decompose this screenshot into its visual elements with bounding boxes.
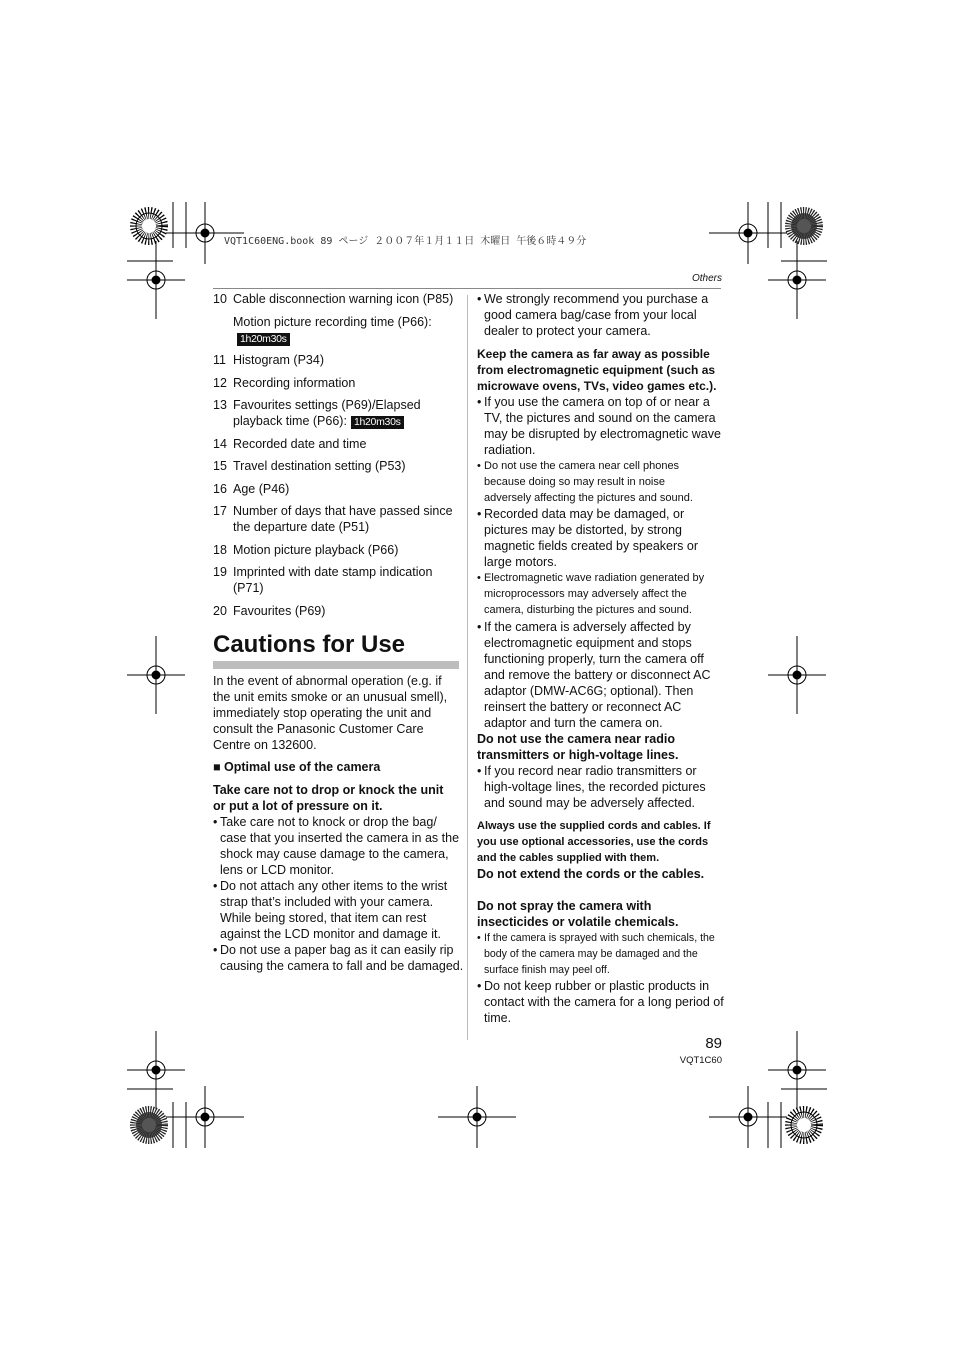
section-label: Others xyxy=(691,273,722,284)
chemicals-bullet: • If the camera is sprayed with such chemicals, the body of the camera may be damaged and the surface finish may peel off. xyxy=(477,930,724,978)
cords-heading: Always use the supplied cords and cables. If you use optional accessories, use the cords and the cables supplied with them. xyxy=(477,820,711,864)
time-badge: 1h20m30s xyxy=(237,333,290,346)
section-title: Cautions for Use xyxy=(213,631,406,658)
item-text: Cable disconnection warning icon (P85) xyxy=(233,292,454,306)
title-underline-bar xyxy=(213,661,459,669)
camera-bag-bullet: • We strongly recommend you purchase a good camera bag/case from your local dealer to protect your camera. xyxy=(477,291,722,339)
radio-heading: Do not use the camera near radio transmitters or high-voltage lines. xyxy=(477,732,679,762)
item-text: Age (P46) xyxy=(233,482,290,496)
item-text: Imprinted with date stamp indication (P71) xyxy=(233,565,433,595)
item-number: 16 xyxy=(213,482,227,496)
column-divider xyxy=(467,295,468,1040)
optimal-use-heading: ■ Optimal use of the camera xyxy=(213,760,381,774)
rubber-plastic-bullet: • Do not keep rubber or plastic products in contact with the camera for a long period of time. xyxy=(477,978,724,1026)
item-number: 13 xyxy=(213,398,227,412)
magnetic-field-bullet: • Recorded data may be damaged, or pictures may be distorted, by strong magnetic fields created by speakers or large motors. xyxy=(477,506,714,570)
strap-bullet: • Do not attach any other items to the wrist strap that’s included with your camera. While being stored, that item can rest against the LCD monitor and damage it. xyxy=(213,878,460,942)
item-number: 15 xyxy=(213,459,227,473)
item-text: Histogram (P34) xyxy=(233,353,324,367)
reset-camera-bullet: • If the camera is adversely affected by electromagnetic equipment and stops functioning properly, turn the camera off and remove the battery or disconnect AC adaptor (DMW-AC6G; optional). Then reinsert the battery or reconnect AC adaptor and turn the camera on. xyxy=(477,619,724,731)
radio-bullet: • If you record near radio transmitters or high-voltage lines, the recorded pictures and sound may be adversely affected. xyxy=(477,763,720,811)
paper-bag-bullet: • Do not use a paper bag as it can easily rip causing the camera to fall and be damaged. xyxy=(213,942,466,974)
item-text: Favourites settings (P69)/Elapsed playback time (P66): xyxy=(233,398,421,428)
item-number: 11 xyxy=(213,353,226,367)
microprocessor-bullet: • Electromagnetic wave radiation generated by microprocessors may adversely affect the camera, disturbing the pictures and sound. xyxy=(477,570,724,618)
top-rule xyxy=(213,288,721,289)
cell-phone-bullet: • Do not use the camera near cell phones because doing so may result in noise adversely affecting the pictures and sound. xyxy=(477,458,714,506)
item-number: 14 xyxy=(213,437,227,451)
item-text: Recorded date and time xyxy=(233,437,367,451)
item-text: Travel destination setting (P53) xyxy=(233,459,406,473)
item-number: 20 xyxy=(213,604,227,618)
item-text: Motion picture recording time (P66): xyxy=(233,315,432,329)
intro-paragraph: In the event of abnormal operation (e.g. if the unit emits smoke or an unusual smell), immediately stop operating the unit and consult the Panasonic Customer Care Centre on 132600. xyxy=(213,674,448,752)
tv-bullet: • If you use the camera on top of or near a TV, the pictures and sound on the camera may be disrupted by electromagnetic wave radiation. xyxy=(477,394,724,458)
spray-heading: Do not spray the camera with insecticides or volatile chemicals. xyxy=(477,899,679,929)
item-number: 19 xyxy=(213,565,227,579)
file-header-line: VQT1C60ENG.book 89 ページ ２００７年１月１１日 木曜日 午後６時４９分 xyxy=(224,236,587,247)
drop-bullet: • Take care not to knock or drop the bag/ case that you inserted the camera in as the shock may cause damage to the camera, lens or LCD monitor. xyxy=(213,814,460,878)
item-number: 18 xyxy=(213,543,227,557)
time-badge: 1h20m30s xyxy=(351,416,404,429)
page-number: 89 xyxy=(705,1035,722,1052)
item-text: Number of days that have passed since the departure date (P51) xyxy=(233,504,453,534)
document-code: VQT1C60 xyxy=(679,1055,722,1066)
item-number: 17 xyxy=(213,504,227,518)
extend-cords-heading: Do not extend the cords or the cables. xyxy=(477,867,705,881)
item-text: Recording information xyxy=(233,376,356,390)
em-heading: Keep the camera as far away as possible from electromagnetic equipment (such as microwave ovens, TVs, video games etc.). xyxy=(477,347,717,393)
item-text: Favourites (P69) xyxy=(233,604,326,618)
item-text: Motion picture playback (P66) xyxy=(233,543,399,557)
item-number: 10 xyxy=(213,292,227,306)
item-number: 12 xyxy=(213,376,227,390)
drop-warning-heading: Take care not to drop or knock the unit or put a lot of pressure on it. xyxy=(213,783,444,813)
